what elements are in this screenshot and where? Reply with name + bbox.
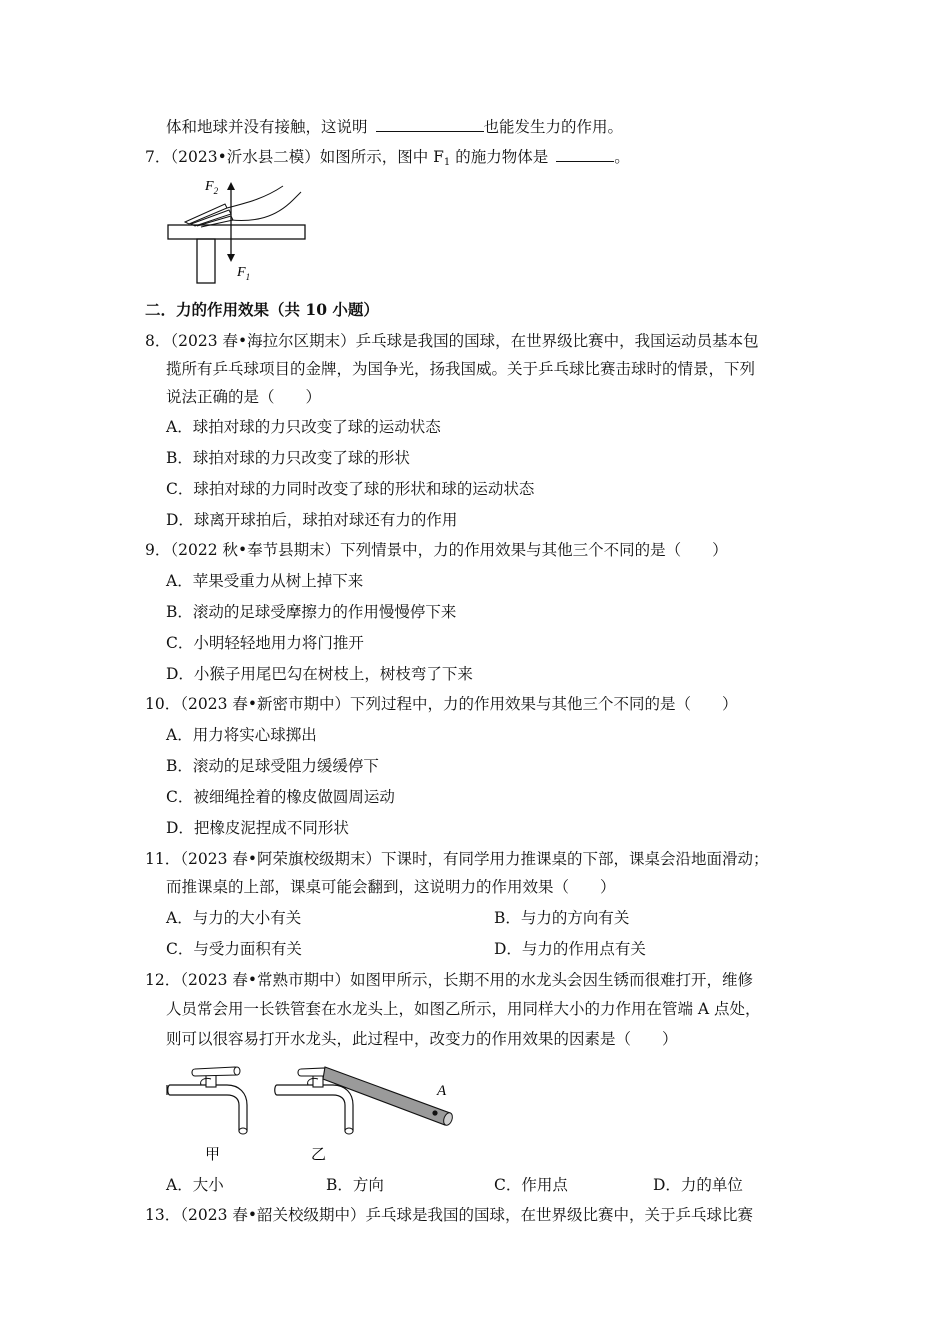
question-source: （2023•沂水县二模） (170, 148, 320, 166)
hand-outline (231, 192, 301, 220)
q8-option-d[interactable]: D．球离开球拍后，球拍对球还有力的作用 (166, 511, 458, 529)
q12-option-c[interactable]: C．作用点 (494, 1176, 568, 1194)
question-number: 13． (145, 1206, 181, 1224)
q8-option-c[interactable]: C．球拍对球的力同时改变了球的形状和球的运动状态 (166, 480, 535, 498)
q8-option-b[interactable]: B．球拍对球的力只改变了球的形状 (166, 449, 410, 467)
q10-option-b[interactable]: B．滚动的足球受阻力缓缓停下 (166, 757, 379, 775)
svg-text:F1: $F_1$ (237, 265, 251, 282)
q12-faucet-figure (165, 1055, 465, 1167)
q9-option-d[interactable]: D．小猴子用尾巴勾在树枝上，树枝弯了下来 (166, 665, 473, 683)
faucet-yi (275, 1067, 454, 1134)
question-number: 7． (145, 148, 171, 166)
point-a-label: A (437, 1083, 447, 1099)
q7-answer-blank[interactable] (556, 146, 614, 162)
q7-stem: 7．（2023•沂水县二模）如图所示，图中 $F_1$ 的施力物体是 。 (145, 148, 630, 168)
q13-stem-line1: 13．（2023 春•韶关校级期中）乒乓球是我国的国球，在世界级比赛中，关于乒乓球比赛 (145, 1206, 754, 1224)
faucet-jia (167, 1067, 247, 1134)
question-number: 11． (145, 850, 181, 868)
q8-option-a[interactable]: A．球拍对球的力只改变了球的运动状态 (166, 418, 441, 436)
q7-hand-ruler-figure (165, 172, 310, 287)
question-number: 8． (145, 332, 171, 350)
q11-option-d[interactable]: D．与力的作用点有关 (494, 940, 646, 958)
f2-label: F (205, 179, 214, 194)
q11-option-c[interactable]: C．与受力面积有关 (166, 940, 302, 958)
q11-stem-line2: 而推课桌的上部，课桌可能会翻到，这说明力的作用效果（ ） (166, 878, 616, 896)
q11-option-b[interactable]: B．与力的方向有关 (494, 909, 630, 927)
figure-label-jia: 甲 (205, 1145, 221, 1163)
q12-option-d[interactable]: D．力的单位 (653, 1176, 743, 1194)
q11-stem-line1: 11．（2023 春•阿荣旗校级期末）下课时，有同学用力推课桌的下部，课桌会沿地面滑动； (145, 850, 769, 868)
table-leg (197, 239, 215, 283)
finger (185, 204, 227, 224)
q9-option-c[interactable]: C．小明轻轻地用力将门推开 (166, 634, 364, 652)
q12-stem-line1: 12．（2023 春•常熟市期中）如图甲所示，长期不用的水龙头会因生锈而很难打开，维修 (145, 971, 754, 989)
table-top (168, 225, 305, 239)
q10-stem: 10．（2023 春•新密市期中）下列过程中，力的作用效果与其他三个不同的是（ ） (145, 695, 738, 713)
question-number: 10． (145, 695, 181, 713)
hand-outline (227, 186, 283, 208)
svg-text:F2: $F_2$ (205, 179, 219, 196)
q10-option-d[interactable]: D．把橡皮泥捏成不同形状 (166, 819, 349, 837)
arrowhead-up (227, 182, 235, 190)
f1-label: F (237, 265, 246, 280)
q11-option-a[interactable]: A．与力的大小有关 (166, 909, 302, 927)
q8-stem-line3: 说法正确的是（ ） (166, 388, 322, 406)
q10-option-c[interactable]: C．被细绳拴着的橡皮做圆周运动 (166, 788, 395, 806)
figure-label-yi: 乙 (311, 1145, 327, 1163)
q9-option-b[interactable]: B．滚动的足球受摩擦力的作用慢慢停下来 (166, 603, 457, 621)
q6-tail-line: 体和地球并没有接触，这说明 也能发生力的作用。 (166, 118, 624, 136)
q9-option-a[interactable]: A．苹果受重力从树上掉下来 (166, 572, 364, 590)
q12-stem-line3: 则可以很容易打开水龙头，此过程中，改变力的作用效果的因素是（ ） (166, 1030, 678, 1048)
q9-stem: 9．（2022 秋•奉节县期末）下列情景中，力的作用效果与其他三个不同的是（ ） (145, 541, 728, 559)
question-number: 9． (145, 541, 171, 559)
q8-stem-line2: 揽所有乒乓球项目的金牌，为国争光，扬我国威。关于乒乓球比赛击球时的情景，下列 (166, 360, 756, 378)
q10-option-a[interactable]: A．用力将实心球掷出 (166, 726, 317, 744)
q12-option-a[interactable]: A．大小 (166, 1176, 224, 1194)
point-a-dot (432, 1110, 437, 1115)
q12-option-b[interactable]: B．方向 (326, 1176, 384, 1194)
question-number: 12． (145, 971, 181, 989)
q8-stem-line1: 8．（2023 春•海拉尔区期末）乒乓球是我国的国球，在世界级比赛中，我国运动员基本包 (145, 332, 759, 350)
q6-answer-blank[interactable] (376, 116, 484, 132)
section-title: 二．力的作用效果（共 10 小题） (145, 300, 379, 319)
q12-stem-line2: 人员常会用一长铁管套在水龙头上，如图乙所示，用同样大小的力作用在管端 A 点处， (166, 1000, 761, 1018)
arrowhead-down (227, 254, 235, 262)
